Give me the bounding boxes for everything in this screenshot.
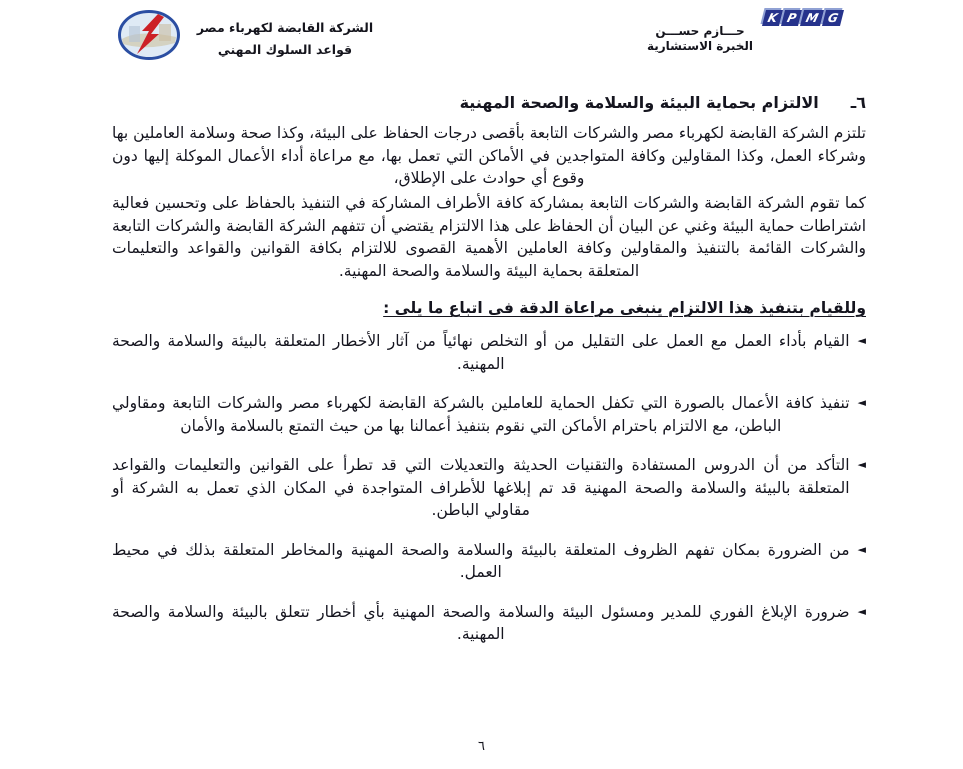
page-number: ٦	[478, 739, 485, 754]
bullet-text: تنفيذ كافة الأعمال بالصورة التي تكفل الحماية للعاملين بالشركة القابضة لكهرباء مصر والشركات التابعة ومقاولي الباطن، مع الالتزام باحترام الأماكن التي نقوم بتنفيذ أعمالنا بها من حيث التمتع بالسلامة والأمان	[112, 394, 850, 435]
section-title: الالتزام بحماية البيئة والسلامة والصحة المهنية	[459, 93, 819, 112]
arrow-bullet-icon: ◄	[857, 458, 866, 471]
section-number: ٦ـ	[850, 93, 866, 112]
electricity-logo-graphic	[117, 9, 181, 61]
company-name: الشركة القابضة لكهرباء مصر	[196, 20, 374, 35]
arrow-bullet-icon: ◄	[857, 604, 866, 618]
section-heading	[112, 92, 866, 115]
bullet-item	[112, 330, 866, 375]
bullet-item	[112, 601, 866, 646]
firm-tagline: الخبرة الاستشارية	[646, 39, 754, 53]
kpmg-letter-g: G	[822, 10, 844, 26]
bullet-text: القيام بأداء العمل مع العمل على التقليل من أو التخلص نهائياً من آثار الأخطار المتعلقة بالبيئة والسلامة والصحة المهنية.	[112, 332, 850, 373]
kpmg-letter-k: K	[762, 10, 783, 26]
firm-name: حـــازم حســـن	[655, 24, 745, 38]
electricity-company-logo	[117, 9, 181, 61]
arrow-bullet-icon: ◄	[857, 334, 866, 347]
bullet-list	[112, 330, 866, 663]
arrow-bullet-icon: ◄	[857, 396, 866, 409]
header-company-titles	[190, 17, 380, 61]
code-of-conduct-title: قواعد السلوك المهني	[217, 42, 353, 57]
subheading	[112, 297, 866, 320]
paragraph-2: كما تقوم الشركة القابضة والشركات التابعة بمشاركة كافة الأطراف المشاركة في التنفيذ بالحفاظ على وتحسين فعالية اشتراطات حماية البيئة وغني عن البيان أن الحفاظ على هذا الالتزام يقتضي أن تتفهم الشركة القابضة والشركات التابعة والشركات القائمة بالتنفيذ والمقاولين وكافة العاملين الأهمية القصوى للالتزام بكافة القوانين والقواعد والتعليمات المتعلقة بحماية البيئة والسلامة والصحة المهنية.	[112, 194, 866, 280]
kpmg-letter-m: M	[800, 10, 824, 26]
bullet-item	[112, 539, 866, 584]
paragraph-1: تلتزم الشركة القابضة لكهرباء مصر والشركات التابعة بأقصى درجات الحفاظ على البيئة، وكذا صحة وسلامة العاملين بها وشركاء العمل، وكذا المقاولين وكافة المتواجدين في الأماكن التي تعمل بها، مع مراعاة أداء الأعمال الموكلة إليها دون وقوع أي حوادث على الإطلاق،	[112, 124, 866, 187]
bullet-text: من الضرورة بمكان تفهم الظروف المتعلقة بالبيئة والسلامة والصحة المهنية والمخاطر المتعلقة بذلك في محيط العمل.	[112, 540, 850, 581]
kpmg-letter-p: P	[781, 10, 802, 26]
bullet-item	[112, 392, 866, 437]
bullet-item	[112, 454, 866, 522]
bullet-text: ضرورة الإبلاغ الفوري للمدير ومسئول البيئة والسلامة والصحة المهنية بأي أخطار تتعلق بالبيئة والسلامة والصحة المهنية.	[112, 602, 850, 643]
kpmg-logo	[762, 10, 844, 26]
bullet-text: التأكد من أن الدروس المستفادة والتقنيات الحديثة والتعديلات التي قد تطرأ على القوانين والتعليمات والقواعد المتعلقة بالبيئة والسلامة والصحة المهنية قد تم إبلاغها للأطراف المتواجدة في المكان الذي تعمل به الشركة أو مقاولي الباطن.	[112, 456, 850, 519]
arrow-bullet-icon: ◄	[857, 542, 866, 556]
kpmg-firm-titles	[634, 24, 766, 54]
subheading-text: وللقيام بتنفيذ هذا الالتزام ينبغى مراعاة الدقة فى اتباع ما يلى :	[383, 299, 866, 317]
